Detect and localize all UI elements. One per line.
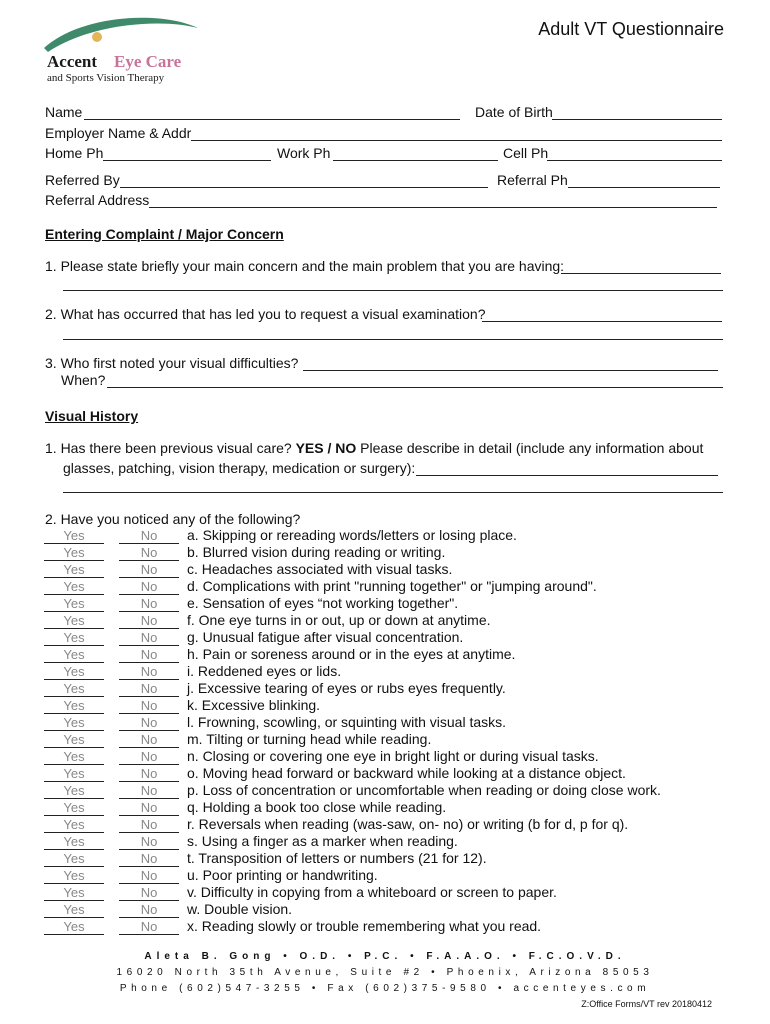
symptom-yes-option[interactable]: Yes (44, 596, 104, 612)
symptom-item-text: r. Reversals when reading (was-saw, on- no) or writing (b for d, p for q). (187, 816, 629, 832)
cell-phone-label: Cell Ph (503, 145, 549, 161)
logo-eyecare-text: Eye Care (114, 52, 182, 71)
symptom-yes-option[interactable]: Yes (44, 919, 104, 935)
symptom-no-option[interactable]: No (119, 596, 179, 612)
symptom-yes-option[interactable]: Yes (44, 834, 104, 850)
symptom-yes-option[interactable]: Yes (44, 528, 104, 544)
symptom-item-text: k. Excessive blinking. (187, 697, 321, 713)
symptom-no-option[interactable]: No (119, 919, 179, 935)
symptom-yes-option[interactable]: Yes (44, 647, 104, 663)
symptom-no-option[interactable]: No (119, 766, 179, 782)
footer-doctor: Aleta B. Gong • O.D. • P.C. • F.A.A.O. • F.C.O.V.D. (144, 951, 626, 962)
symptom-item-text: o. Moving head forward or backward while looking at a distance object. (187, 765, 626, 781)
symptom-item-text: n. Closing or covering one eye in bright light or during visual tasks. (187, 748, 599, 764)
name-field[interactable] (84, 119, 460, 120)
referral-phone-label: Referral Ph (497, 172, 568, 188)
footer-address: 16020 North 35th Avenue, Suite #2 • Phoenix, Arizona 85053 (116, 967, 654, 978)
symptom-yes-option[interactable]: Yes (44, 732, 104, 748)
history-q1-field[interactable] (416, 475, 718, 476)
referred-by-label: Referred By (45, 172, 120, 188)
symptom-item-text: m. Tilting or turning head while reading. (187, 731, 432, 747)
symptom-item-text: b. Blurred vision during reading or writing. (187, 544, 446, 560)
history-q1 (45, 440, 703, 457)
referral-phone-field[interactable] (568, 187, 720, 188)
symptom-item-text: p. Loss of concentration or uncomfortable when reading or doing close work. (187, 782, 661, 798)
symptom-no-option[interactable]: No (119, 647, 179, 663)
referral-address-field[interactable] (149, 207, 717, 208)
employer-label: Employer Name & Addr (45, 125, 192, 141)
dob-label: Date of Birth (475, 104, 553, 120)
symptom-no-option[interactable]: No (119, 715, 179, 731)
history-q1-text: 1. Has there been previous visual care? (45, 440, 296, 456)
symptom-yes-option[interactable]: Yes (44, 715, 104, 731)
work-phone-field[interactable] (333, 160, 498, 161)
symptom-item-text: j. Excessive tearing of eyes or rubs eyes frequently. (187, 680, 506, 696)
symptom-yes-option[interactable]: Yes (44, 664, 104, 680)
symptom-yes-option[interactable]: Yes (44, 817, 104, 833)
symptom-no-option[interactable]: No (119, 800, 179, 816)
symptom-yes-option[interactable]: Yes (44, 681, 104, 697)
symptom-item-text: e. Sensation of eyes “not working together". (187, 595, 459, 611)
complaint-q2: 2. What has occurred that has led you to request a visual examination? (45, 306, 486, 322)
symptom-item-text: x. Reading slowly or trouble remembering what you read. (187, 918, 542, 934)
work-phone-label: Work Ph (277, 145, 331, 161)
symptom-item-text: w. Double vision. (187, 901, 293, 917)
symptom-item-text: u. Poor printing or handwriting. (187, 867, 378, 883)
symptom-item-text: s. Using a finger as a marker when reading. (187, 833, 458, 849)
symptom-yes-option[interactable]: Yes (44, 783, 104, 799)
symptom-yes-option[interactable]: Yes (44, 545, 104, 561)
referred-by-field[interactable] (120, 187, 488, 188)
home-phone-field[interactable] (103, 160, 271, 161)
symptom-item-text: g. Unusual fatigue after visual concentration. (187, 629, 464, 645)
symptom-item-text: h. Pain or soreness around or in the eyes at anytime. (187, 646, 516, 662)
complaint-q3-when: When? (61, 372, 106, 388)
complaint-q1: 1. Please state briefly your main concern and the main problem that you are having: (45, 258, 565, 274)
complaint-q3-when-field[interactable] (107, 387, 723, 388)
symptom-no-option[interactable]: No (119, 562, 179, 578)
referral-address-label: Referral Address (45, 192, 150, 208)
logo-accent-text: Accent (47, 52, 98, 71)
symptom-yes-option[interactable]: Yes (44, 630, 104, 646)
symptom-yes-option[interactable]: Yes (44, 868, 104, 884)
symptom-yes-option[interactable]: Yes (44, 613, 104, 629)
history-q1-field-2[interactable] (63, 492, 723, 493)
symptom-yes-option[interactable]: Yes (44, 698, 104, 714)
symptom-no-option[interactable]: No (119, 834, 179, 850)
symptom-yes-option[interactable]: Yes (44, 800, 104, 816)
symptom-no-option[interactable]: No (119, 868, 179, 884)
history-q1-yes-no[interactable]: YES / NO (295, 440, 357, 456)
cell-phone-field[interactable] (547, 160, 722, 161)
revision-note: Z:Office Forms/VT rev 20180412 (581, 999, 712, 1009)
symptom-item-text: f. One eye turns in or out, up or down at anytime. (187, 612, 491, 628)
employer-field[interactable] (191, 140, 722, 141)
symptom-item-text: a. Skipping or rereading words/letters or losing place. (187, 527, 517, 543)
history-q1-text-2: Please describe in detail (include any information about (356, 440, 704, 456)
complaint-q2-field-2[interactable] (63, 339, 723, 340)
page-title: Adult VT Questionnaire (538, 19, 724, 39)
history-q2: 2. Have you noticed any of the following? (45, 511, 301, 527)
symptom-yes-option[interactable]: Yes (44, 885, 104, 901)
history-heading: Visual History (45, 408, 139, 424)
dob-field[interactable] (552, 119, 722, 120)
symptom-no-option[interactable]: No (119, 528, 179, 544)
symptom-item-text: c. Headaches associated with visual tasks. (187, 561, 453, 577)
symptom-no-option[interactable]: No (119, 630, 179, 646)
symptom-yes-option[interactable]: Yes (44, 749, 104, 765)
complaint-heading: Entering Complaint / Major Concern (45, 226, 284, 242)
symptom-no-option[interactable]: No (119, 681, 179, 697)
symptom-no-option[interactable]: No (119, 545, 179, 561)
symptom-yes-option[interactable]: Yes (44, 579, 104, 595)
symptom-no-option[interactable]: No (119, 885, 179, 901)
symptom-yes-option[interactable]: Yes (44, 851, 104, 867)
complaint-q3-field[interactable] (303, 370, 718, 371)
complaint-q1-field-2[interactable] (63, 290, 723, 291)
home-phone-label: Home Ph (45, 145, 104, 161)
symptom-item-text: d. Complications with print "running together" or "jumping around". (187, 578, 597, 594)
symptom-no-option[interactable]: No (119, 732, 179, 748)
symptom-no-option[interactable]: No (119, 749, 179, 765)
footer-contact: Phone (602)547-3255 • Fax (602)375-9580 • accenteyes.com (119, 983, 651, 994)
symptom-item-text: q. Holding a book too close while reading. (187, 799, 447, 815)
symptom-yes-option[interactable]: Yes (44, 766, 104, 782)
complaint-q2-field[interactable] (482, 321, 722, 322)
symptom-no-option[interactable]: No (119, 902, 179, 918)
complaint-q3: 3. Who first noted your visual difficulties? (45, 355, 299, 371)
symptom-yes-option[interactable]: Yes (44, 562, 104, 578)
symptom-item-text: l. Frowning, scowling, or squinting with visual tasks. (187, 714, 507, 730)
symptom-yes-option[interactable]: Yes (44, 902, 104, 918)
name-label: Name (45, 104, 83, 120)
symptom-item-text: i. Reddened eyes or lids. (187, 663, 342, 679)
symptom-no-option[interactable]: No (119, 783, 179, 799)
complaint-q1-field[interactable] (561, 273, 721, 274)
symptom-item-text: t. Transposition of letters or numbers (21 for 12). (187, 850, 487, 866)
symptom-no-option[interactable]: No (119, 851, 179, 867)
symptom-no-option[interactable]: No (119, 579, 179, 595)
history-q1-line2: glasses, patching, vision therapy, medication or surgery): (63, 460, 416, 476)
symptom-no-option[interactable]: No (119, 664, 179, 680)
symptom-item-text: v. Difficulty in copying from a whiteboard or screen to paper. (187, 884, 557, 900)
symptom-no-option[interactable]: No (119, 817, 179, 833)
symptom-no-option[interactable]: No (119, 613, 179, 629)
logo-subtitle: and Sports Vision Therapy (47, 72, 165, 84)
symptom-no-option[interactable]: No (119, 698, 179, 714)
